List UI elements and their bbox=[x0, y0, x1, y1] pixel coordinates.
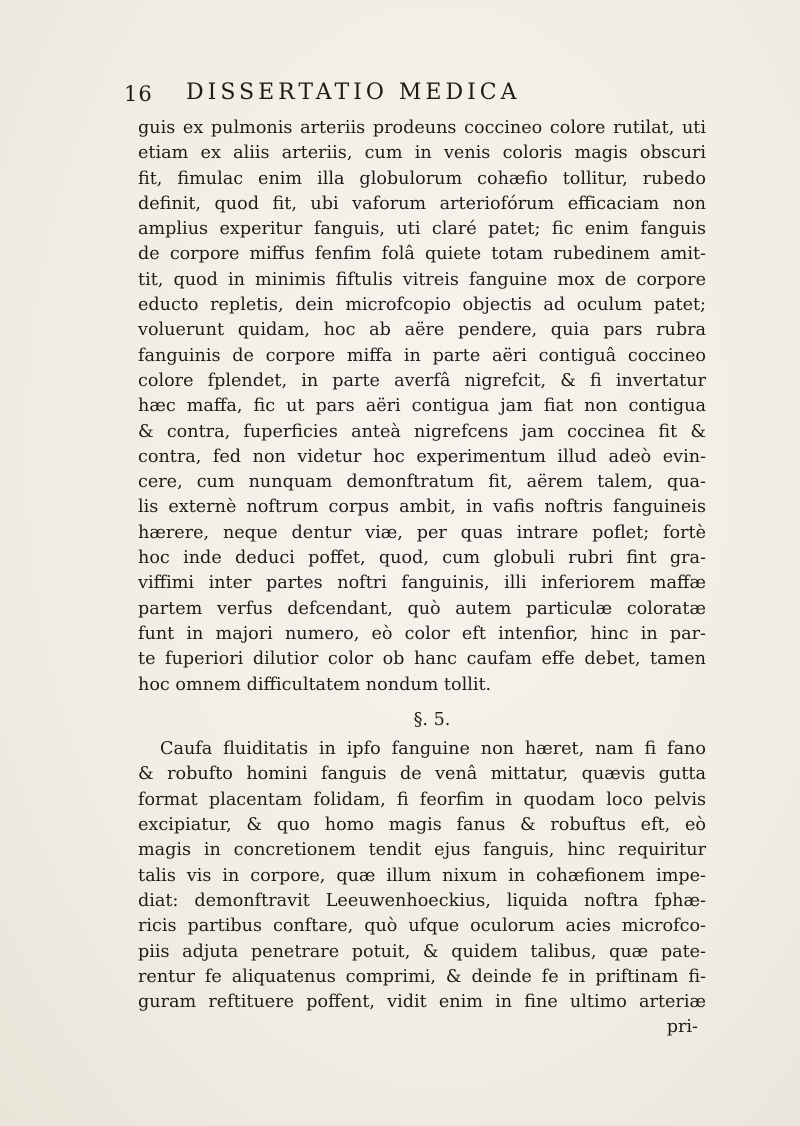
text-line: funt in majori numero, eò color eft intenfior, hinc in par- bbox=[138, 623, 706, 644]
text-line: eductо repletis, dein microfcopio objectis ad oculum patet; bbox=[138, 295, 706, 316]
text-line: & contra, fuperficies anteà nigrefcens jam coccinea fit & bbox=[138, 421, 706, 442]
text-line: hæc maffa, fic ut pars aëri contigua jam fiat non contigua bbox=[138, 396, 706, 417]
text-line: Caufa fluiditatis in ipfo fanguine non hæret, nam fi fano bbox=[160, 739, 706, 760]
text-line: excipiatur, & quo homo magis fanus & robuftus eft, eò bbox=[138, 815, 706, 836]
text-line: fanguinis de corpore miffa in parte aëri contiguâ coccineo bbox=[138, 345, 706, 366]
text-line: hoc omnem difficultatem nondum tollit. bbox=[138, 674, 492, 695]
paragraph-2 bbox=[138, 737, 706, 1015]
text-line: ricis partibus conftare, quò ufque oculorum acies microfco- bbox=[138, 916, 706, 937]
text-line: fit, fimulac enim illa globulorum cohæfio tollitur, rubedo bbox=[138, 168, 706, 189]
running-head-title: DISSERTATIO MEDICA bbox=[186, 80, 521, 105]
text-line: rentur fe aliquatenus comprimi, & deinde fe in priftinam fi- bbox=[138, 966, 706, 987]
running-head bbox=[124, 80, 684, 112]
text-line: diat: demonftravit Leeuwenhoeckius, liquida noftra fphæ- bbox=[138, 890, 706, 911]
text-line: de corpore miffus fenfim folâ quiete totam rubedinem amit- bbox=[138, 244, 706, 265]
text-line: guis ex pulmonis arteriis prodeuns coccineo colore rutilat, uti bbox=[138, 118, 706, 138]
text-line: & robufto homini fanguis de venâ mittatur, quævis gutta bbox=[138, 764, 706, 785]
text-line: colore fplendet, in parte averfâ nigrefcit, & fi invertatur bbox=[138, 370, 706, 391]
text-line: format placentam folidam, fi feorfim in quodam loco pelvis bbox=[138, 789, 706, 810]
text-line: tit, quod in minimis fiftulis vitreis fanguine mox de corpore bbox=[138, 269, 706, 290]
text-line: viffimi inter partes noftri fanguinis, illi inferiorem maffæ bbox=[138, 573, 706, 594]
text-line: magis in concretionem tendit ejus fanguis, hinc requiritur bbox=[138, 840, 706, 861]
paragraph-1 bbox=[138, 116, 706, 698]
section-mark: §. 5. bbox=[413, 709, 451, 730]
text-line: lis externè noftrum corpus ambit, in vafis noftris fanguineis bbox=[138, 497, 706, 518]
text-line: hærere, neque dentur viæ, per quas intrare poflet; fortè bbox=[138, 522, 706, 543]
text-line: voluerunt quidam, hoc ab aëre pendere, quia pars rubra bbox=[138, 320, 706, 341]
text-line: cere, cum nunquam demonftratum fit, aërem talem, qua- bbox=[138, 472, 706, 493]
page-number: 16 bbox=[124, 82, 153, 106]
text-line: partem verfus defcendant, quò autem particulæ coloratæ bbox=[138, 598, 706, 619]
text-line: etiam ex aliis arteriis, cum in venis coloris magis obscuri bbox=[138, 143, 706, 164]
text-line: contra, fed non videtur hoc experimentum illud adeò evin- bbox=[138, 446, 706, 467]
text-line: guram reftituere poffent, vidit enim in fine ultimo arteriæ bbox=[138, 992, 706, 1013]
text-line: piis adjuta penetrare potuit, & quidem talibus, quæ pate- bbox=[138, 941, 706, 962]
text-line: te fuperiori dilutior color ob hanc caufam effe debet, tamen bbox=[138, 649, 706, 670]
text-line: amplius experitur fanguis, uti claré patet; fic enim fanguis bbox=[138, 219, 706, 240]
text-line: definit, quod fit, ubi vaforum arteriofórum efficaciam non bbox=[138, 193, 706, 214]
body-text bbox=[138, 116, 706, 1041]
text-line: talis vis in corpore, quæ illum nixum in cohæfionem impe- bbox=[138, 865, 706, 886]
catchword: pri- bbox=[666, 1017, 698, 1038]
text-line: hoc inde deduci poffet, quod, cum globuli rubri fint gra- bbox=[138, 548, 706, 569]
